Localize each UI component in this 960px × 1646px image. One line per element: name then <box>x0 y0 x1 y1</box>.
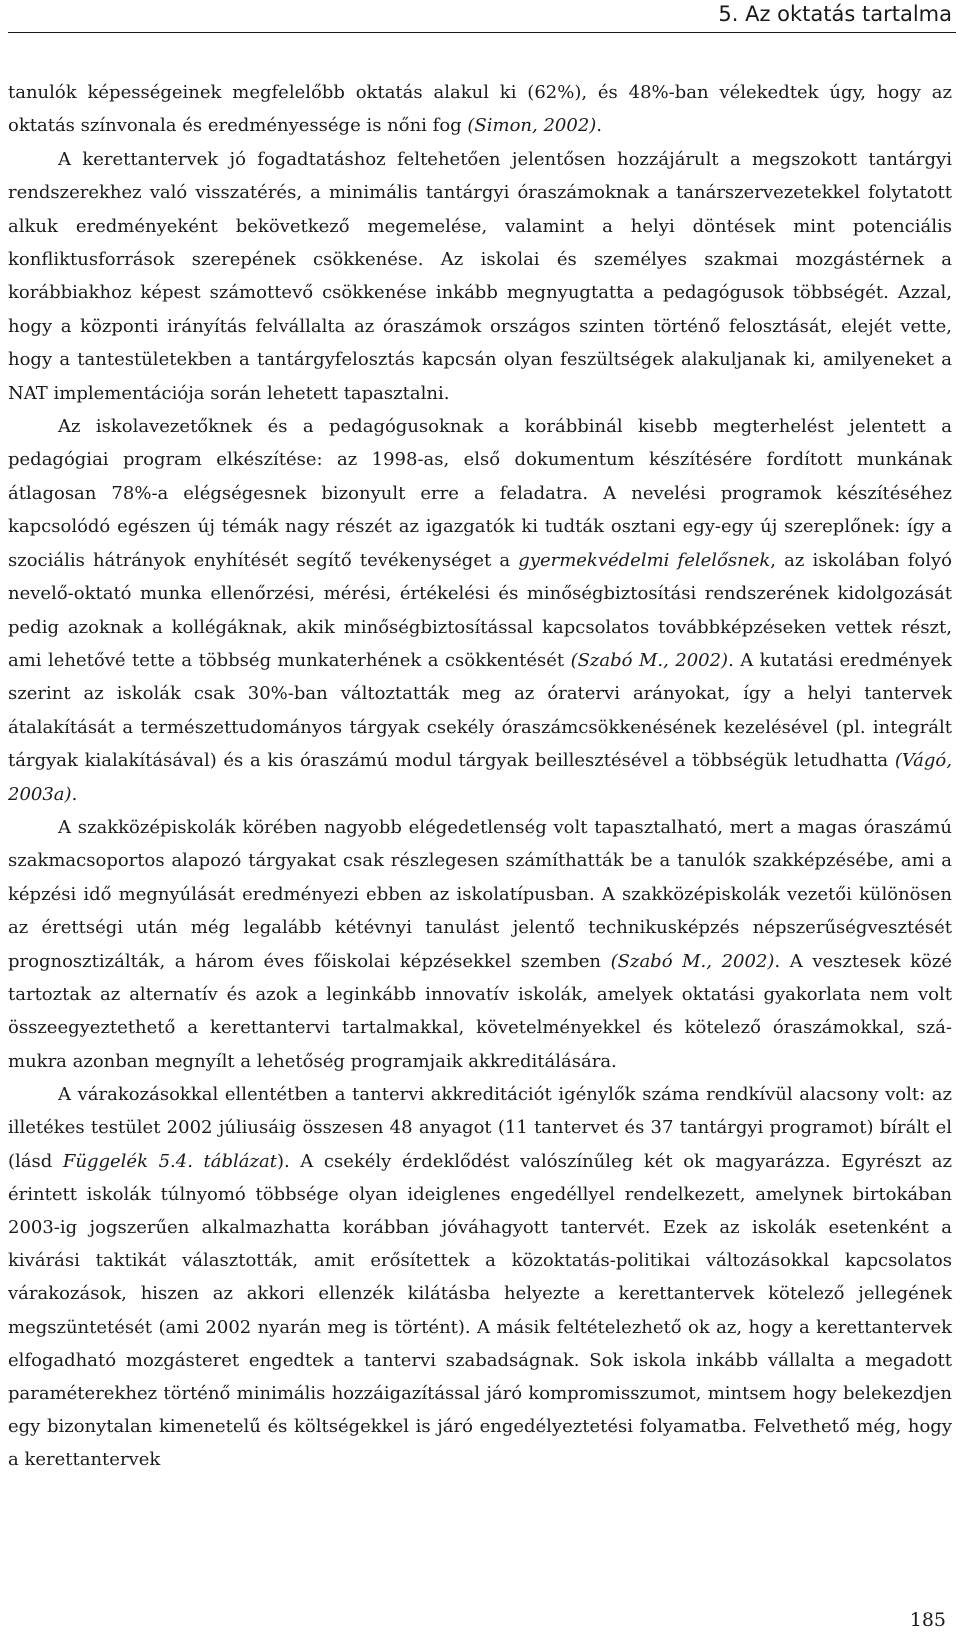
text-segment: Az iskolavezetőknek és a pedagógusoknak a korábbinál kisebb megterhelést jelentett a pedagógiai program elkészítése: az 1998-as, első dokumentum készítésére fordított munkának átlagosan 78%-a elégségesnek bizonyult erre a feladatra. A nevelési programok készítéséhez kapcsolódó egészen új témák nagy részét az igazgatók ki tudták osztani egy-egy új szereplőnek: így a szociális hátrányok enyhítését segítő tevékenységet a <box>8 416 952 571</box>
chapter-title: 5. Az oktatás tartalma <box>718 2 952 26</box>
citation: (Szabó M., 2002) <box>570 649 729 671</box>
text-segment: , az iskolában folyó nevelő-oktató munka ellenőrzési, mérési, értékelési és minőségbiztosítási rendszerének kidolgozását pedig azoknak a kollégáknak, akik minőségbiztosítással kapcsolatos továbbképzéseken vettek részt, ami lehetővé tette a többség munkaterhének a csökkentését <box>8 549 952 671</box>
paragraph-2 <box>8 143 952 410</box>
text-segment: . A kutatási eredmények szerint az iskolák csak 30%-ban változtatták meg az óratervi arányokat, így a helyi tantervek átalakítását a természettudományos tárgyak csekély óraszámcsökkenésének kezelésével (pl. integrált tárgyak kialakításával) és a kis óraszámú modul tárgyak beillesztésével a többségük letudhatta <box>8 649 952 772</box>
text-segment: . <box>71 783 78 805</box>
paragraph-5 <box>8 1078 952 1476</box>
text-segment: tanulók képességeinek megfelelőbb oktatás alakul ki (62%), és 48%-ban vélekedtek úgy, hogy az oktatás színvonala és eredményessége is nőni fog <box>8 82 952 137</box>
text-segment: . A vesztesek közé tartoztak az alternatív és azok a leginkább innovatív iskolák, amelyek oktatási gyakorlata nem volt összeegyeztethető a kerettantervi tartalmakkal, követelményekkel és kötelező óraszámokkal, számukra azonban megnyílt a lehetőség programjaik akkreditálására. <box>8 950 953 1072</box>
italic-term: gyermekvédelmi felelősnek <box>518 549 771 571</box>
table-reference: Függelék 5.4. táblázat <box>62 1150 277 1172</box>
paragraph-3 <box>8 410 952 811</box>
text-segment: A kerettantervek jó fogadtatáshoz feltehetően jelentősen hozzájárult a megszokott tantárgyi rendszerekhez való visszatérés, a minimális tantárgyi óraszámoknak a tanárszervezetekkel folytatott alkuk eredményeként bekövetkező megemelése, valamint a helyi döntések mint potenciális konfliktusforrások szerepének csökkenése. Az iskolai és személyes szakmai mozgástérnek a korábbiakhoz képest számottevő csökkenése inkább megnyugtatta a pedagógusok többségét. Azzal, hogy a központi irányítás felvállalta az óraszámok országos szinten történő felosztását, elejét vette, hogy a tantestületekben a tantárgyfelosztás kapcsán olyan feszültségek alakuljanak ki, amilyeneket a NAT implementációja során lehetett tapasztalni. <box>8 148 952 404</box>
text-segment: . <box>596 115 603 137</box>
citation: (Vágó, 2003a) <box>8 750 952 805</box>
page-number: 185 <box>909 1609 946 1631</box>
body-text <box>8 76 952 1477</box>
citation: (Simon, 2002) <box>467 115 597 137</box>
running-header <box>8 0 956 33</box>
paragraph-4 <box>8 811 952 1078</box>
citation: (Szabó M., 2002) <box>610 950 775 972</box>
paragraph-1 <box>8 76 952 143</box>
text-segment: A szakközépiskolák körében nagyobb elégedetlenség volt tapasztalható, mert a magas óraszámú szakmacsoportos alapozó tárgyakat csak részlegesen számíthatták be a tanulók szakképzésébe, ami a képzési idő megnyúlását eredményezi ebben az iskolatípusban. A szakközépiskolák vezetői különösen az érettségi után még legalább kétévnyi tanulást jelentő technikusképzés népszerűségvesztését prognosztizálták, a három éves főiskolai képzésekkel szemben <box>8 816 952 972</box>
text-segment: A várakozásokkal ellentétben a tantervi akkreditációt igénylők száma rendkívül alacsony volt: az illetékes testület 2002 júliusáig összesen 48 anyagot (11 tantervet és 37 tantárgyi programot) bírált el (lásd <box>8 1084 952 1172</box>
text-segment: ). A csekély érdeklődést valószínűleg két ok magyarázza. Egyrészt az érintett iskolák túlnyomó többsége olyan ideiglenes engedéllyel rendelkezett, amelynek birtokában 2003-ig jogszerűen alkalmazhatta korábban jóváhagyott tantervét. Ezek az iskolák esetenként a kivárási taktikát választották, amit erősítettek a közoktatás-politikai változásokkal kapcsolatos várakozások, hiszen az akkori ellenzék kilátásba helyezte a kerettantervek kötelező jellegének megszüntetését (ami 2002 nyarán meg is történt). A másik feltételezhető ok az, hogy a kerettantervek elfogadható mozgásteret engedtek a tantervi szabadságnak. Sok iskola inkább vállalta a megadott paraméterekhez történő minimális hozzáigazítással járó kompromisszumot, mintsem hogy belekezdjen egy bizonytalan kimenetelű és költségekkel is járó engedélyeztetési folyamatba. Felvethető még, hogy a kerettantervek <box>8 1150 952 1471</box>
